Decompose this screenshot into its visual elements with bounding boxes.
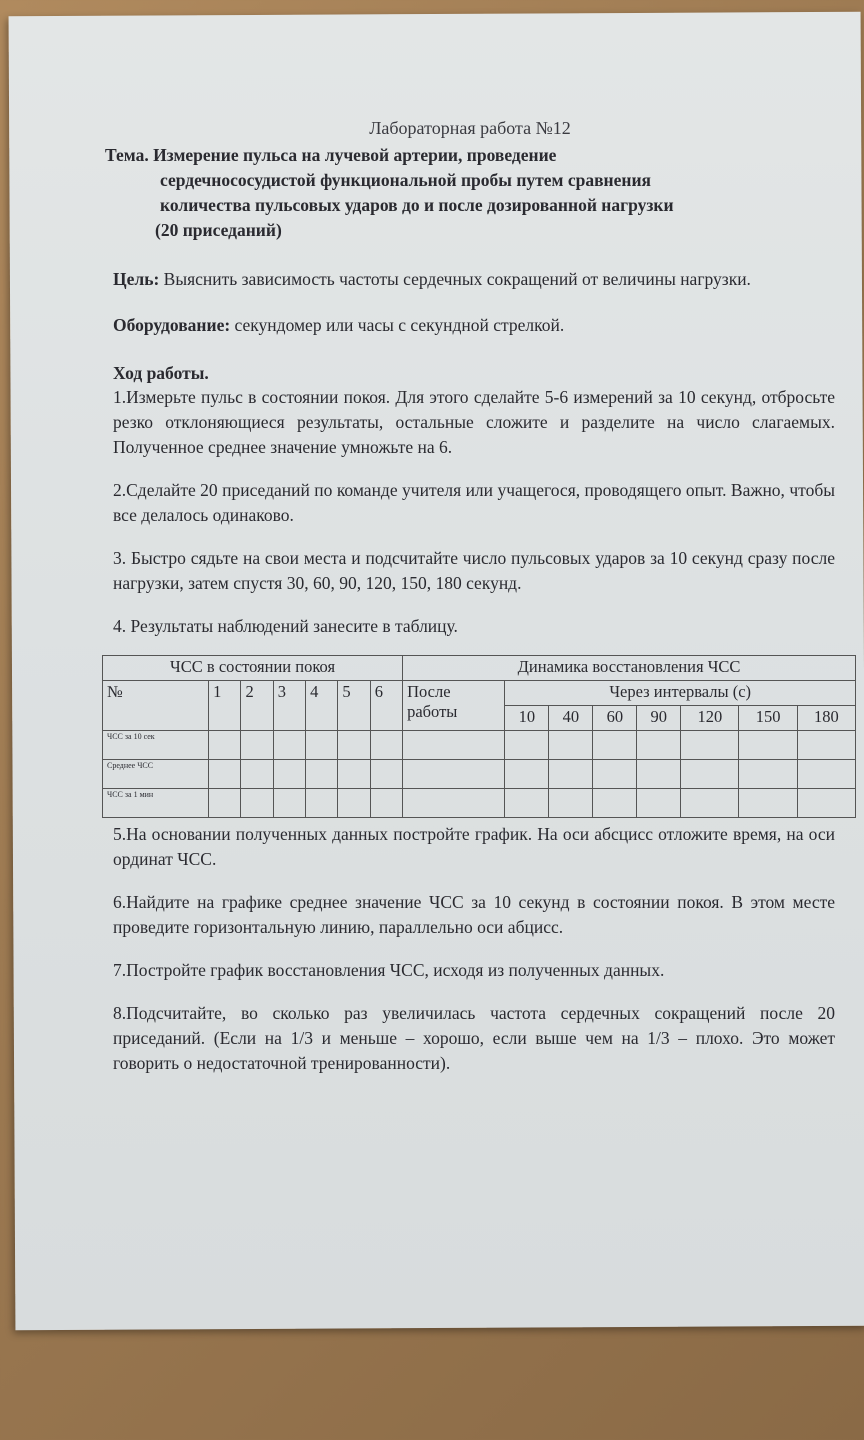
goal-label: Цель: <box>113 269 160 289</box>
theme-line-1: Тема. Измерение пульса на лучевой артерии, проведение <box>105 145 557 165</box>
lab-title: Лабораторная работа №12 <box>369 118 571 138</box>
theme-line-2: сердечнососудистой функциональной пробы путем сравнения <box>160 170 651 190</box>
step-5: 5.На основании полученных данных постройте график. На оси абсцисс отложите время, на оси ординат ЧСС. <box>113 824 835 869</box>
step-4: 4. Результаты наблюдений занесите в таблицу. <box>113 616 458 636</box>
equipment-text: секундомер или часы с секундной стрелкой. <box>230 315 565 335</box>
step-8: 8.Подсчитайте, во сколько раз увеличилась частота сердечных сокращений после 20 приседаний. (Если на 1/3 и меньше – хорошо, если выше чем на 1/3 – плохо. Это может говорить о недостаточной тренированности). <box>113 1003 835 1073</box>
goal-text: Выяснить зависимость частоты сердечных сокращений от величины нагрузки. <box>159 269 751 289</box>
rest-col: 5 <box>338 681 370 731</box>
interval-col: 90 <box>637 706 681 731</box>
theme-line-3: количества пульсовых ударов до и после дозированной нагрузки <box>160 195 674 215</box>
after-work-header: После работы <box>403 681 505 731</box>
interval-col: 40 <box>549 706 593 731</box>
step-2: 2.Сделайте 20 приседаний по команде учителя или учащегося, проводящего опыт. Важно, чтобы все делалось одинаково. <box>113 480 835 525</box>
recovery-header: Динамика восстановления ЧСС <box>403 656 856 681</box>
rest-col: 4 <box>306 681 338 731</box>
row-label: ЧСС за 10 сек <box>103 731 209 760</box>
interval-col: 60 <box>593 706 637 731</box>
step-1: 1.Измерьте пульс в состоянии покоя. Для этого сделайте 5-6 измерений за 10 секунд, отбросьте резко отклоняющиеся результаты, остальные сложите и разделите на число слагаемых. Полученное среднее значение умножьте на 6. <box>113 387 835 457</box>
step-3: 3. Быстро сядьте на свои места и подсчитайте число пульсовых ударов за 10 секунд сразу после нагрузки, затем спустя 30, 60, 90, 120, 150, 180 секунд. <box>113 548 835 593</box>
theme-block <box>105 143 835 243</box>
equipment-paragraph <box>113 313 835 337</box>
rest-col: 1 <box>209 681 241 731</box>
step-6: 6.Найдите на графике среднее значение ЧСС за 10 секунд в состоянии покоя. В этом месте проведите горизонтальную линию, параллельно оси абцисс. <box>113 892 835 937</box>
interval-col: 120 <box>681 706 739 731</box>
rest-col: 2 <box>241 681 273 731</box>
table-row <box>103 731 856 760</box>
goal-paragraph <box>113 267 835 291</box>
procedure-title: Ход работы. <box>113 363 209 383</box>
interval-col: 10 <box>505 706 549 731</box>
results-table <box>102 655 856 818</box>
rest-col: 6 <box>370 681 402 731</box>
row-label: ЧСС за 1 мин <box>103 789 209 818</box>
intervals-header: Через интервалы (с) <box>505 681 856 706</box>
row-label: Среднее ЧСС <box>103 760 209 789</box>
rest-col: 3 <box>273 681 305 731</box>
rest-header: ЧСС в состоянии покоя <box>103 656 403 681</box>
equipment-label: Оборудование: <box>113 315 231 335</box>
step-7: 7.Постройте график восстановления ЧСС, исходя из полученных данных. <box>113 960 665 980</box>
document-page <box>105 118 839 1076</box>
table-row <box>103 789 856 818</box>
num-header: № <box>103 681 209 731</box>
interval-col: 150 <box>739 706 797 731</box>
interval-col: 180 <box>797 706 855 731</box>
theme-line-4: (20 приседаний) <box>155 220 282 240</box>
table-row <box>103 760 856 789</box>
